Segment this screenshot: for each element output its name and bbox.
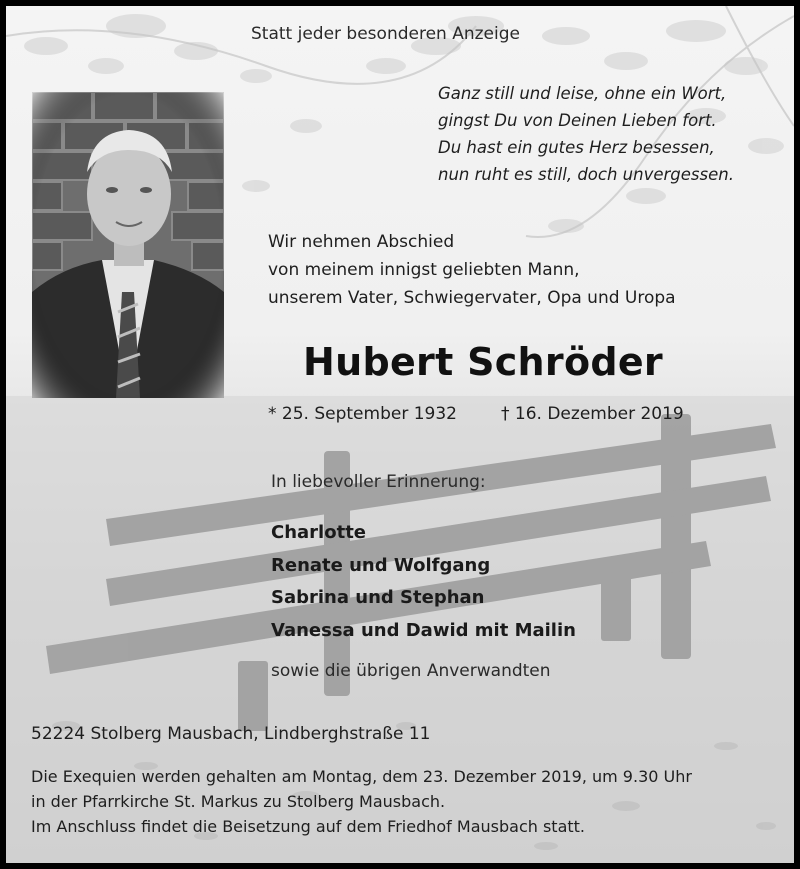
obituary-notice [6, 6, 794, 863]
farewell-text [268, 228, 676, 312]
header-line: Statt jeder besonderen Anzeige [251, 24, 520, 44]
farewell-line: unserem Vater, Schwiegervater, Opa und Uropa [268, 288, 676, 308]
deceased-name: Hubert Schröder [303, 340, 663, 384]
service-line: Die Exequien werden gehalten am Montag, dem 23. Dezember 2019, um 9.30 Uhr [31, 767, 692, 786]
portrait-photo [32, 92, 224, 398]
poem-line: Ganz still und leise, ohne ein Wort, [438, 84, 727, 103]
service-info [31, 764, 692, 839]
poem-line: gingst Du von Deinen Lieben fort. [438, 111, 717, 130]
family-member: Charlotte [271, 522, 367, 543]
death-date: † 16. Dezember 2019 [501, 404, 684, 424]
poem-line: Du hast ein gutes Herz besessen, [438, 138, 715, 157]
service-line: in der Pfarrkirche St. Markus zu Stolberg Mausbach. [31, 792, 446, 811]
family-member: Renate und Wolfgang [271, 554, 491, 576]
farewell-line: von meinem innigst geliebten Mann, [268, 260, 580, 280]
family-member: Vanessa und Dawid mit Mailin [271, 619, 576, 641]
family-list [271, 517, 576, 647]
service-line: Im Anschluss findet die Beisetzung auf dem Friedhof Mausbach statt. [31, 817, 586, 836]
family-member: Sabrina und Stephan [271, 587, 485, 608]
birth-date: * 25. September 1932 [268, 404, 457, 424]
farewell-line: Wir nehmen Abschied [268, 232, 455, 252]
relatives-line: sowie die übrigen Anverwandten [271, 661, 551, 681]
poem-line: nun ruht es still, doch unvergessen. [438, 165, 734, 184]
poem [438, 80, 734, 188]
memory-line: In liebevoller Erinnerung: [271, 472, 486, 492]
address-line: 52224 Stolberg Mausbach, Lindberghstraße 11 [31, 724, 431, 744]
